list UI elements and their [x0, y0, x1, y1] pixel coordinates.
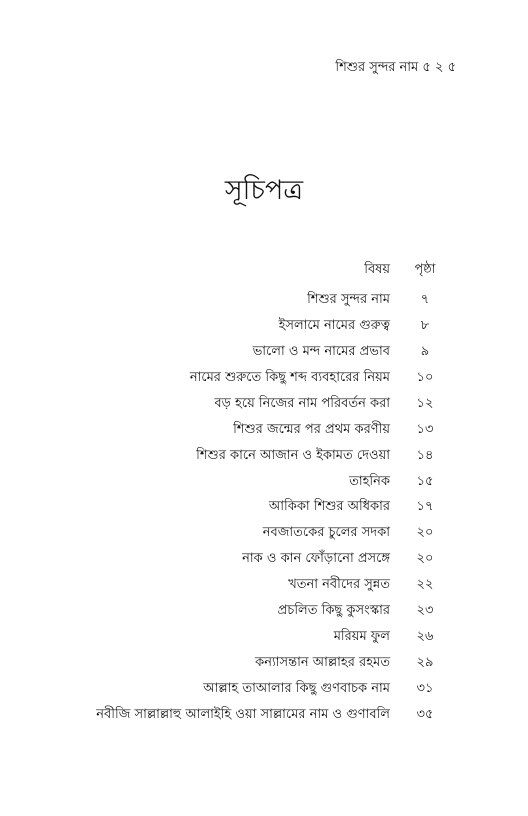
toc-entry [40, 624, 450, 650]
toc-entry-title: কন্যাসন্তান আল্লাহর রহমত [255, 654, 390, 670]
toc-entry-page: ২২ [416, 577, 434, 593]
toc-entry-page: ১৭ [416, 499, 434, 515]
toc-entry-page: ১৩ [416, 421, 434, 437]
toc-page-heading: পৃষ্ঠা [414, 262, 436, 278]
table-of-contents [40, 258, 450, 728]
toc-entry-title: আল্লাহ তাআলার কিছু গুণবাচক নাম [203, 680, 390, 696]
toc-entry-title: শিশুর সুন্দর নাম [307, 292, 390, 308]
toc-entry-page: ১২ [416, 395, 434, 411]
toc-entry [40, 469, 450, 495]
running-header: শিশুর সুন্দর নাম ৫ ২ ৫ [335, 60, 456, 75]
toc-entry [40, 443, 450, 469]
toc-entry [40, 650, 450, 676]
toc-entry [40, 391, 450, 417]
toc-entry [40, 702, 450, 728]
toc-entries [40, 288, 450, 728]
toc-entry-title: বড় হয়ে নিজের নাম পরিবর্তন করা [214, 395, 390, 411]
toc-entry-page: ৩১ [416, 680, 434, 696]
toc-entry [40, 314, 450, 340]
toc-entry-page: ২৬ [416, 628, 434, 644]
toc-entry-title: আকিকা শিশুর অধিকার [268, 499, 390, 515]
toc-entry [40, 573, 450, 599]
toc-entry [40, 288, 450, 314]
toc-entry [40, 340, 450, 366]
toc-entry-title: নবজাতকের চুলের সদকা [262, 525, 390, 541]
toc-entry-title: ইসলামে নামের গুরুত্ব [278, 318, 390, 334]
toc-entry-title: ভালো ও মন্দ নামের প্রভাব [252, 344, 390, 360]
toc-entry [40, 599, 450, 625]
toc-entry-title: নবীজি সাল্লাল্লাহু আলাইহি ওয়া সাল্লামের নাম ও গুণাবলি [96, 706, 390, 722]
toc-entry-page: ৩৫ [416, 706, 434, 722]
page-title: সূচিপত্র [224, 175, 304, 206]
toc-subject-heading: বিষয় [364, 262, 390, 278]
toc-entry-page: ২০ [416, 551, 434, 567]
toc-entry-title: মরিয়ম ফুল [333, 628, 390, 644]
toc-entry-page: ৭ [420, 292, 430, 308]
toc-entry [40, 366, 450, 392]
toc-entry [40, 547, 450, 573]
toc-entry-title: প্রচলিত কিছু কুসংস্কার [277, 603, 390, 619]
toc-entry [40, 521, 450, 547]
toc-entry-page: ১০ [416, 370, 434, 385]
toc-entry-title: খতনা নবীদের সুন্নত [288, 577, 390, 593]
toc-header-row [40, 258, 450, 284]
toc-entry-page: ২৩ [416, 603, 434, 619]
toc-entry-page: ২৯ [416, 654, 434, 670]
toc-entry-title: তাহনিক [349, 473, 390, 489]
toc-entry-page: ৯ [420, 344, 430, 360]
toc-entry-title: নাক ও কান ফোঁড়ানো প্রসঙ্গে [242, 551, 390, 567]
toc-entry-page: ২০ [416, 525, 434, 541]
toc-entry-title: শিশুর কানে আজান ও ইকামত দেওয়া [196, 447, 390, 463]
toc-entry [40, 417, 450, 443]
toc-entry-title: নামের শুরুতে কিছু শব্দ ব্যবহারের নিয়ম [189, 370, 390, 385]
toc-entry-title: শিশুর জন্মের পর প্রথম করণীয় [233, 421, 390, 437]
toc-entry [40, 676, 450, 702]
toc-entry-page: ১৫ [416, 473, 434, 489]
toc-entry-page: ১৪ [416, 447, 434, 463]
toc-entry-page: ৮ [420, 318, 430, 334]
toc-entry [40, 495, 450, 521]
